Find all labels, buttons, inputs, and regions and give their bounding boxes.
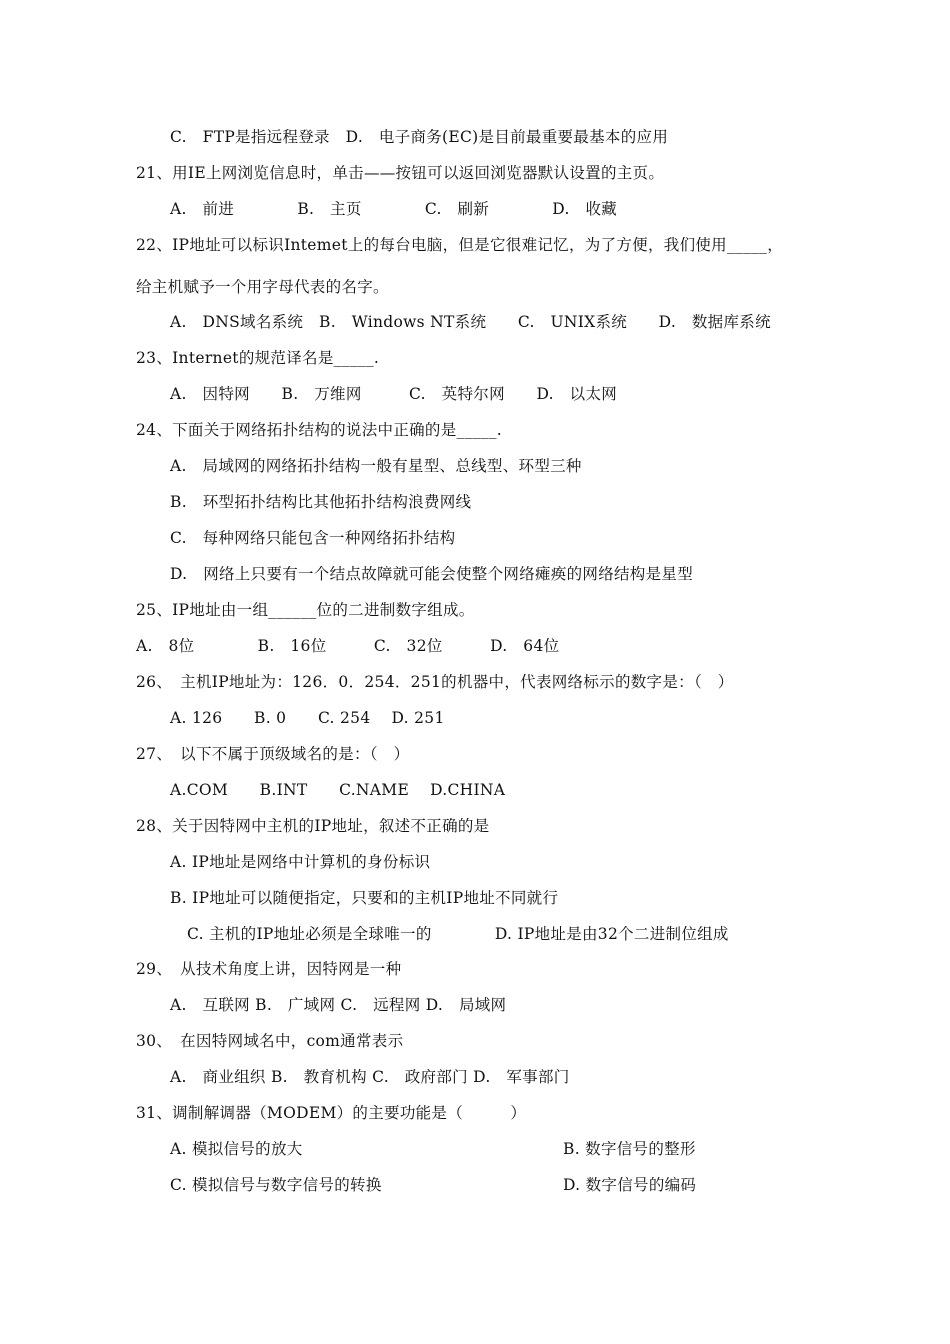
- q27-stem: 27、 以下不属于顶级域名的是：（ ）: [136, 745, 410, 763]
- q22-stem: 22、IP地址可以标识Intemet上的每台电脑，但是它很难记忆，为了方便，我们使用_____，: [136, 236, 784, 254]
- q28-option-b: B. IP地址可以随便指定，只要和的主机IP地址不同就行: [170, 889, 559, 907]
- q28-option-a: A. IP地址是网络中计算机的身份标识: [170, 853, 431, 871]
- q31-stem: 31、调制解调器（MODEM）的主要功能是（ ）: [136, 1104, 527, 1122]
- q21-options: A. 前进 B. 主页 C. 刷新 D. 收藏: [170, 200, 618, 218]
- q30-stem: 30、 在因特网域名中，com通常表示: [136, 1032, 404, 1050]
- q21-stem: 21、用IE上网浏览信息时，单击——按钮可以返回浏览器默认设置的主页。: [136, 164, 665, 182]
- q23-stem: 23、Internet的规范译名是_____.: [136, 349, 380, 367]
- q24-option-b: B. 环型拓扑结构比其他拓扑结构浪费网线: [170, 493, 472, 511]
- q30-options: A. 商业组织 B. 教育机构 C. 政府部门 D. 军事部门: [170, 1068, 570, 1086]
- q22-stem-cont: 给主机赋予一个用字母代表的名字。: [136, 278, 389, 296]
- q24-option-d: D. 网络上只要有一个结点故障就可能会使整个网络瘫痪的网络结构是星型: [170, 565, 694, 583]
- q29-stem: 29、 从技术角度上讲，因特网是一种: [136, 960, 402, 978]
- q26-stem: 26、 主机IP地址为：126．0．254．251的机器中，代表网络标示的数字是：（ ）: [136, 673, 734, 691]
- q28-options-cd: C. 主机的IP地址必须是全球唯一的 D. IP地址是由32个二进制位组成: [187, 925, 729, 943]
- q24-option-c: C. 每种网络只能包含一种网络拓扑结构: [170, 529, 456, 547]
- q23-options: A. 因特网 B. 万维网 C. 英特尔网 D. 以太网: [170, 385, 618, 403]
- q27-options: A.COM B.INT C.NAME D.CHINA: [170, 781, 506, 799]
- q25-options: A. 8位 B. 16位 C. 32位 D. 64位: [136, 637, 560, 655]
- q22-options: A. DNS域名系统 B. Windows NT系统 C. UNIX系统 D. 数据库系统: [170, 313, 771, 331]
- q26-options: A. 126 B. 0 C. 254 D. 251: [170, 709, 445, 727]
- q24-stem: 24、下面关于网络拓扑结构的说法中正确的是_____.: [136, 421, 503, 439]
- q29-options: A. 互联网 B. 广域网 C. 远程网 D. 局域网: [170, 996, 507, 1014]
- q31-option-b: B. 数字信号的整形: [563, 1140, 696, 1158]
- q28-stem: 28、关于因特网中主机的IP地址，叙述不正确的是: [136, 817, 490, 835]
- q20-options-cd: C. FTP是指远程登录 D. 电子商务(EC)是目前最重要最基本的应用: [170, 128, 669, 146]
- q31-option-d: D. 数字信号的编码: [563, 1176, 697, 1194]
- q25-stem: 25、IP地址由一组______位的二进制数字组成。: [136, 601, 475, 619]
- q31-option-c: C. 模拟信号与数字信号的转换: [170, 1176, 382, 1194]
- q24-option-a: A. 局域网的网络拓扑结构一般有星型、总线型、环型三种: [170, 457, 582, 475]
- q31-option-a: A. 模拟信号的放大: [170, 1140, 303, 1158]
